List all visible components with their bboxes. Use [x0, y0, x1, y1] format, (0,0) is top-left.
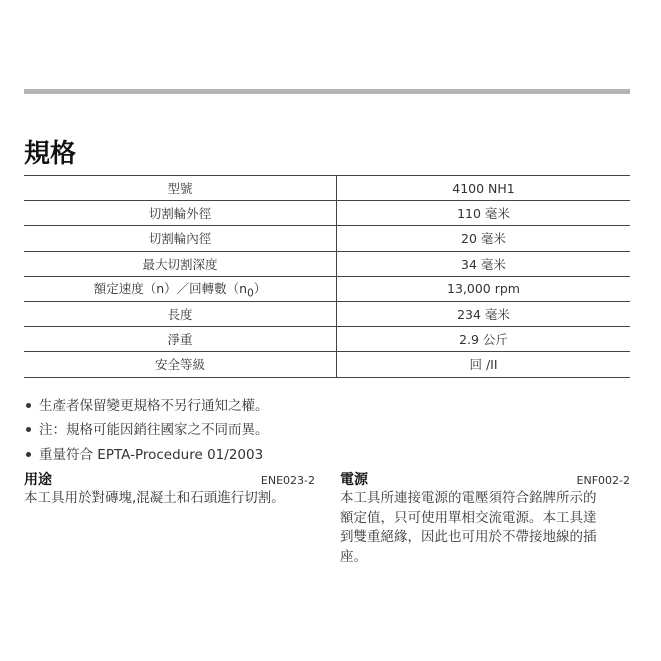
page-title: 規格 — [24, 139, 77, 169]
spec-row — [24, 327, 630, 352]
spec-row — [24, 301, 630, 326]
spec-value: 34 毫米 — [337, 251, 631, 276]
note-text: 重量符合 EPTA-Procedure 01/2003 — [39, 447, 264, 463]
spec-value: 4100 NH1 — [337, 176, 631, 201]
note-item — [24, 394, 269, 414]
bullet-icon — [26, 427, 31, 432]
spec-row — [24, 176, 630, 201]
spec-row — [24, 226, 630, 251]
spec-row — [24, 352, 630, 377]
spec-label: 額定速度（n）／回轉數$(n_0)$ — [24, 276, 337, 301]
note-text: 生產者保留變更規格不另行通知之權。 — [39, 398, 269, 414]
spec-label: 切割輪外徑 — [24, 201, 337, 226]
spec-value: 234 毫米 — [337, 301, 631, 326]
usage-section — [24, 469, 315, 509]
note-text: 注：規格可能因銷往國家之不同而異。 — [39, 422, 269, 438]
power-text-line: 座。 — [340, 548, 367, 565]
power-text-line: 額定值，只可使用單相交流電源。本工具達 — [340, 509, 597, 526]
note-item — [24, 443, 263, 463]
spec-value: 回 /II — [337, 352, 631, 377]
usage-text: 本工具用於對磚塊,混凝土和石頭進行切割。 — [24, 490, 285, 506]
spec-label: 安全等級 — [24, 352, 337, 377]
spec-row — [24, 251, 630, 276]
spec-row — [24, 201, 630, 226]
spec-label: 最大切割深度 — [24, 251, 337, 276]
spec-label: 切割輪內徑 — [24, 226, 337, 251]
power-code: ENF002-2 — [576, 474, 630, 487]
spec-value: 20 毫米 — [337, 226, 631, 251]
usage-code: ENE023-2 — [260, 474, 315, 487]
spec-table — [24, 175, 630, 378]
power-text-line: 到雙重絕緣，因此也可用於不帶接地線的插 — [340, 529, 597, 545]
power-section — [340, 469, 630, 567]
spec-value: 13,000 rpm — [337, 276, 631, 301]
spec-row — [24, 276, 630, 301]
header-rule — [24, 89, 630, 94]
spec-value: 2.9 公斤 — [337, 327, 631, 352]
usage-heading: 用途 — [24, 472, 52, 488]
spec-label: 淨重 — [24, 327, 337, 352]
spec-value: 110 毫米 — [337, 201, 631, 226]
spec-label: 型號 — [24, 176, 337, 201]
spec-label: 長度 — [24, 301, 337, 326]
power-heading: 電源 — [340, 472, 368, 488]
bullet-icon — [26, 403, 31, 408]
power-text-line: 本工具所連接電源的電壓須符合銘牌所示的 — [340, 490, 597, 506]
note-item — [24, 418, 269, 438]
bullet-icon — [26, 452, 31, 457]
